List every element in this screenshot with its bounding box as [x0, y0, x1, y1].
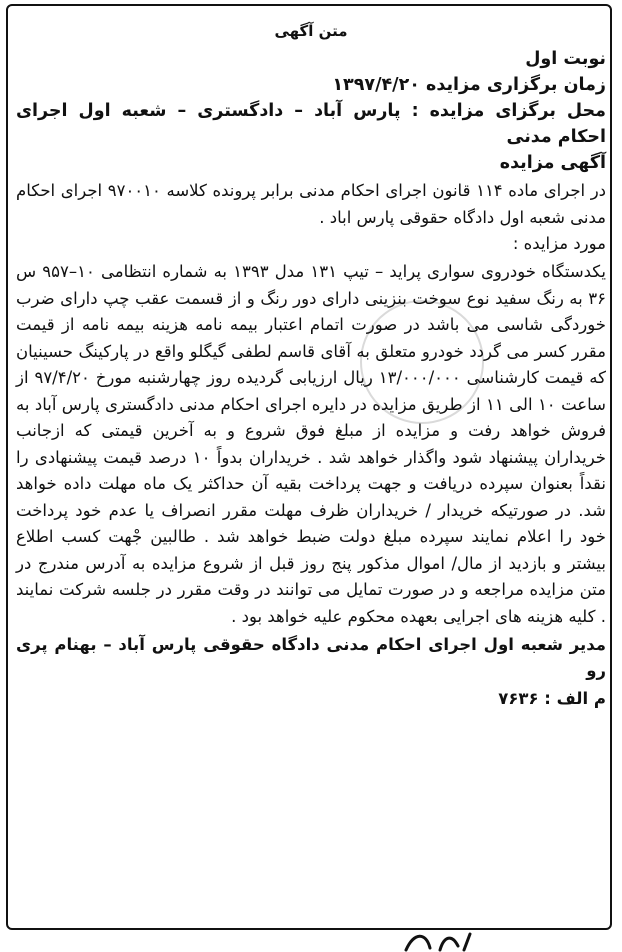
ad-title: متن آگهی — [274, 22, 348, 40]
ad-code: م الف : ۷۶۳۶ — [498, 689, 606, 708]
auction-place: محل برگزای مزایده : پارس آباد – دادگستری – شعبه اول اجرای احکام مدنی — [16, 101, 606, 147]
intro-paragraph: در اجرای ماده ۱۱۴ قانون اجرای احکام مدنی برابر پرونده کلاسه ۹۷۰۰۱۰ اجرای احکام مدنی شعبه اول دادگاه حقوقی پارس اباد . — [16, 181, 607, 227]
signature: مدیر شعبه اول اجرای احکام مدنی دادگاه حقوقی پارس آباد – بهنام پری رو — [16, 635, 606, 680]
main-paragraph: یکدستگاه خودروی سواری پراید – تیپ ۱۳۱ مدل ۱۳۹۳ به شماره انتظامی ۱۰–۹۵۷ س ۳۶ به رنگ سفید نوع سوخت بنزینی دارای دور رنگ و از قسمت عقب چپ دارای ضرب خوردگی شاسی می باشد در صورت اتمام اعتبار بیمه نامه هزینه بیمه نامه از قیمت مقرر کسر می گردد خودرو متعلق به آقای قاسم لطفی گیگلو واقع در پارکینگ حسینیان که قیمت کارشناسی ۱۳/۰۰۰/۰۰۰ ریال ارزیابی گردیده روز چهارشنبه مورخ ۹۷/۴/۲۰ از ساعت ۱۰ الی ۱۱ از طریق مزایده در دایره اجرای احکام مدنی دادگستری پارس آباد به فروش خواهد رفت و مزایده از مبلغ فوق شروع و به آخرین قیمتی که ازجانب خریداران پیشنهاد شود واگذار خواهد شد . خریداران بدواً ۱۰ درصد قیمت پیشنهادی را نقداً بعنوان سپرده دریافت و جهت پرداخت بقیه آن حداکثر یک ماه مهلت داده خواهد شد. در صورتیکه خریدار / خریداران ظرف مهلت مقرر انصراف یا عدم خود پرداخت خود را اعلام نمایند سپرده مبلغ دولت ضبط خواهد شد . طالبین جْهت کسب اطلاع بیشتر و بازدید از مال/ اموال مذکور پنج روز قبل از شروع مزایده به آدرس مندرج در متن مزایده مراجعه و در صورت تمایل می توانند در وقت مقرر در جلسه شرکت نمایند . کلیه هزینه های اجرایی بعهده محکوم علیه خواهد بود . — [16, 262, 607, 626]
subject-label: مورد مزایده : — [512, 234, 606, 253]
ad-content — [16, 22, 606, 712]
handwritten-mark — [400, 928, 480, 952]
round: نوبت اول — [525, 49, 606, 69]
ad-heading: آگهی مزایده — [499, 153, 606, 173]
auction-time: زمان برگزاری مزایده ۱۳۹۷/۴/۲۰ — [332, 75, 606, 95]
